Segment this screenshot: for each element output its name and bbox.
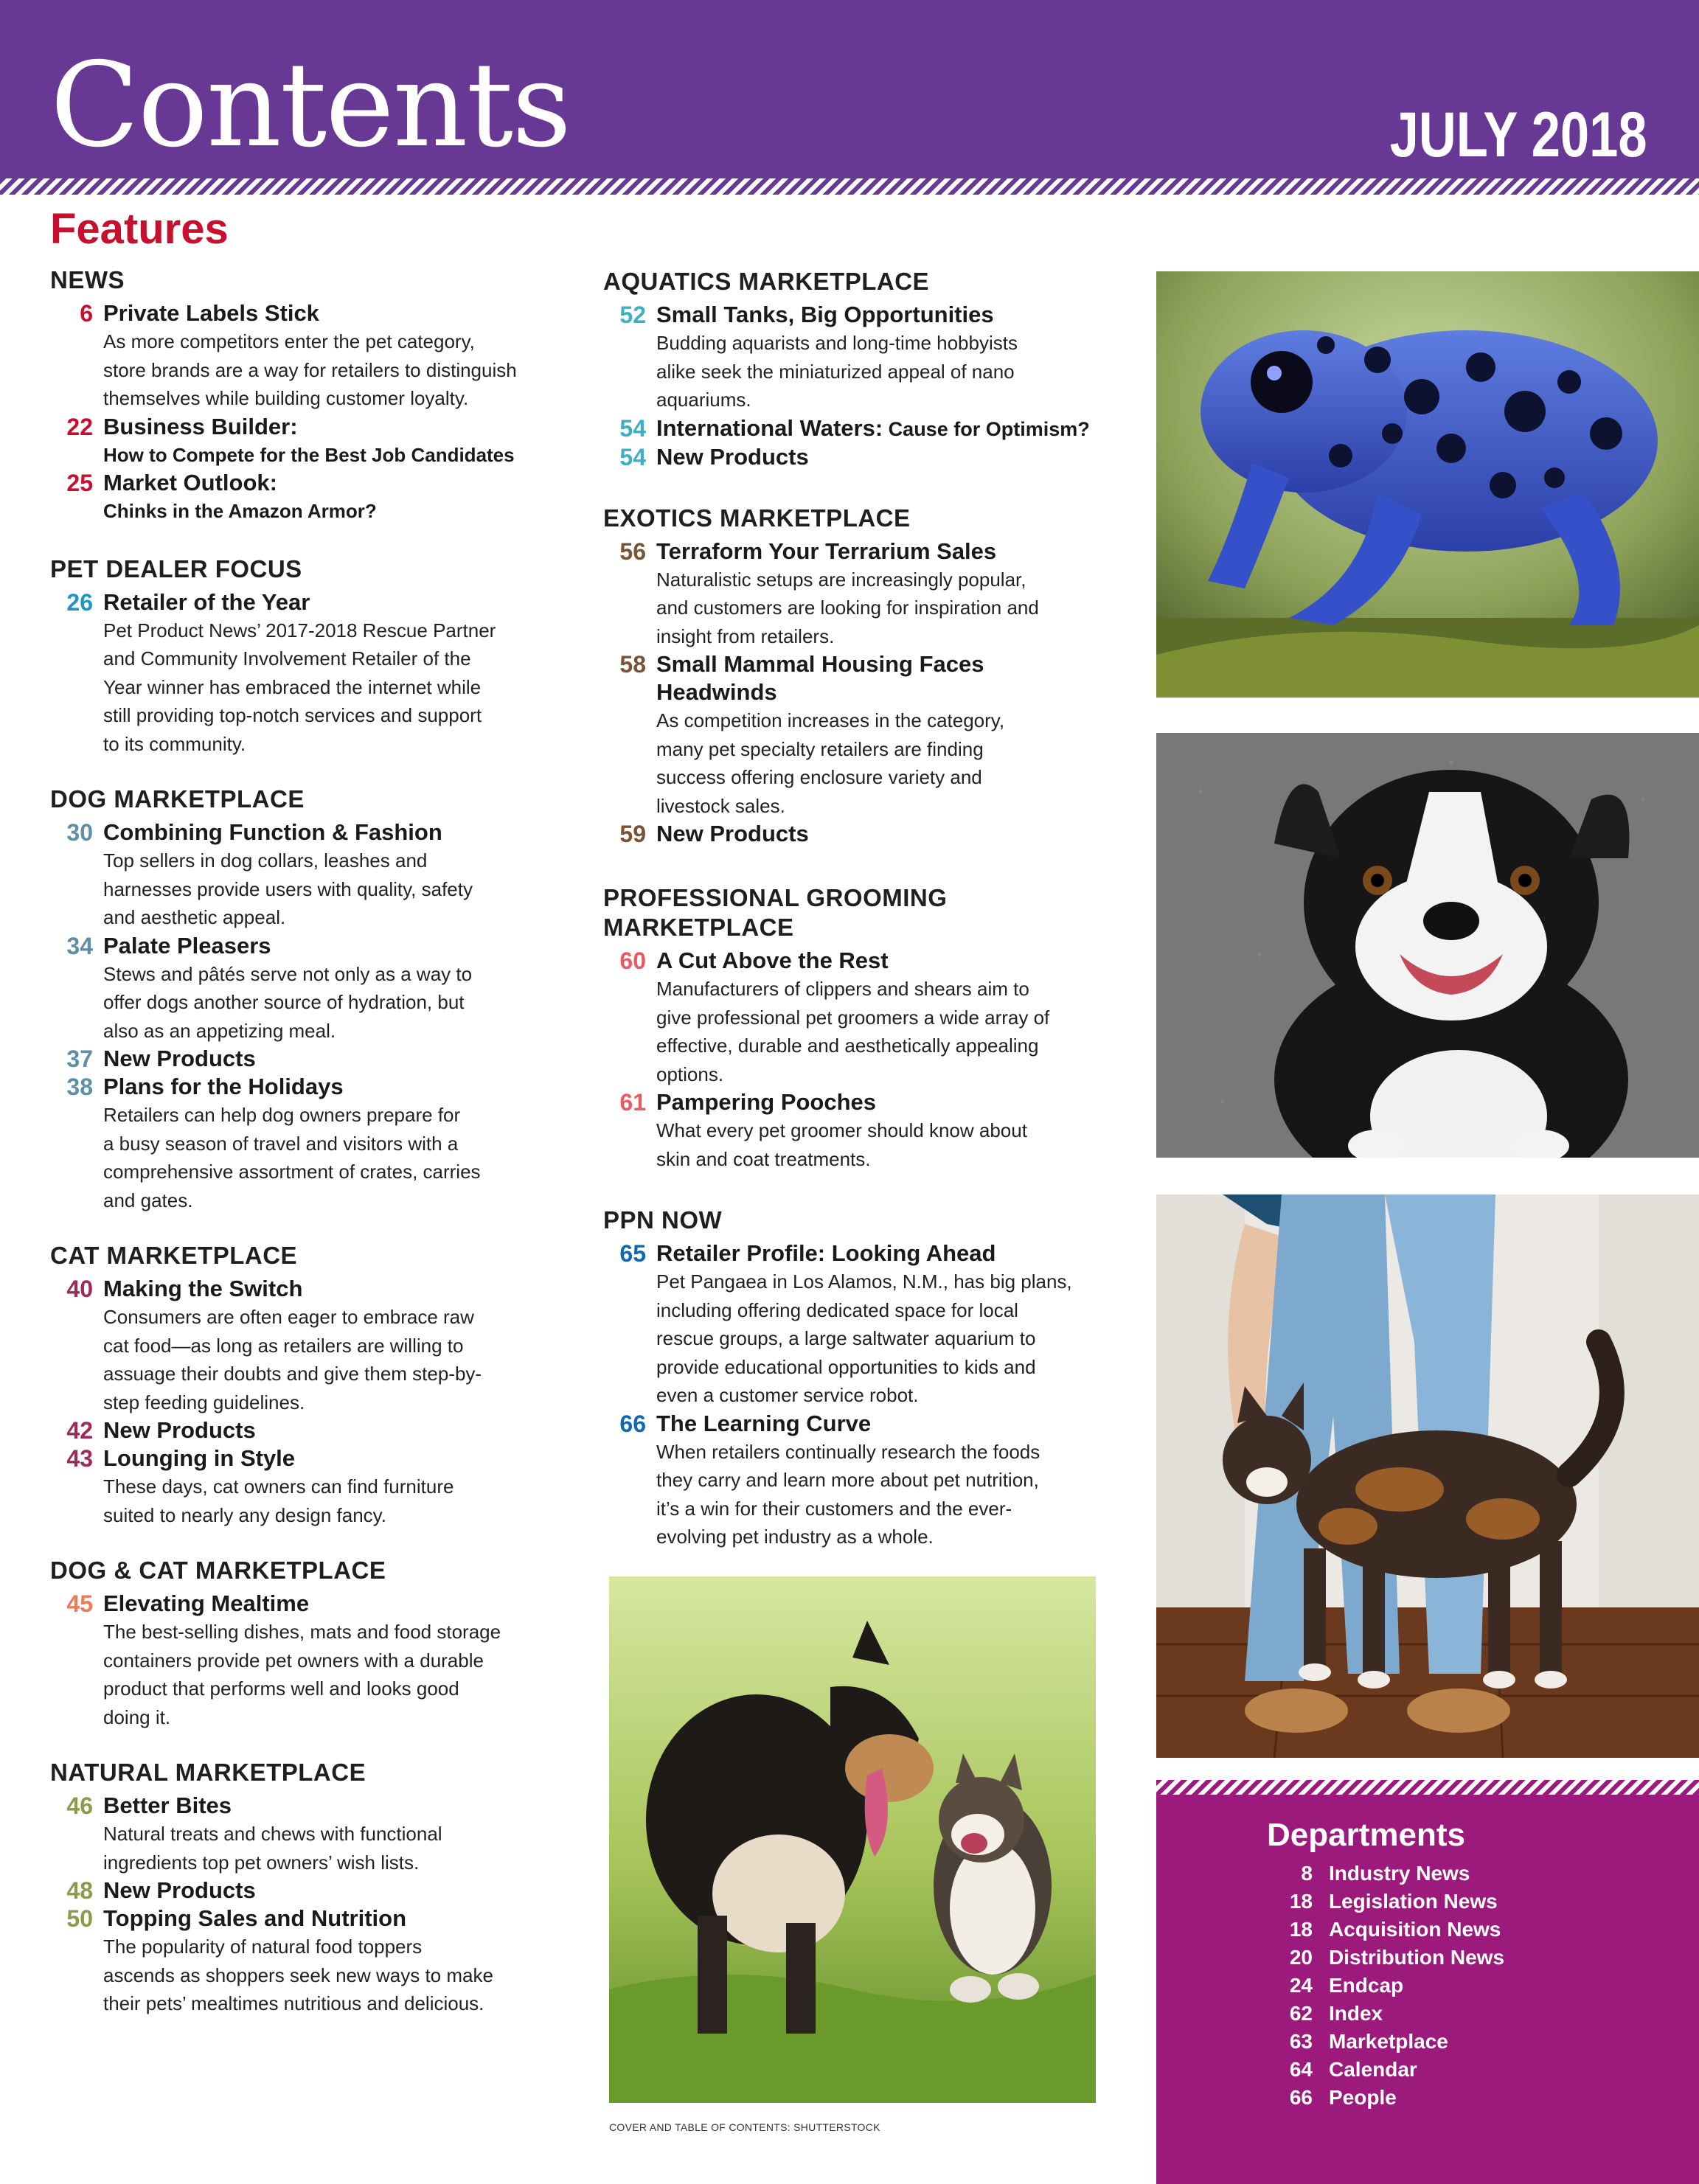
page-number: 54 (619, 443, 646, 470)
toc-entry-terraform-your-terrarium-sales[interactable] (603, 538, 1119, 651)
section-title: NATURAL MARKETPLACE (50, 1759, 366, 1786)
entry-heading (656, 1088, 1119, 1116)
entry-heading-text: International Waters: (656, 414, 883, 441)
entry-description-line: to its community. (103, 732, 246, 755)
toc-entry-combining-function-and-fashion[interactable] (50, 818, 552, 932)
section-exotics-marketplace (603, 504, 1119, 849)
entry-description-line: it’s a win for their customers and the ever- (656, 1497, 1012, 1520)
toc-entry-retailer-profile-looking-ahead[interactable] (603, 1239, 1119, 1410)
section-title: PPN NOW (603, 1206, 723, 1234)
entry-description-line: Manufacturers of clippers and shears aim to (656, 978, 1029, 1000)
header-banner (0, 0, 1699, 178)
entry-heading-text: Private Labels Stick (103, 300, 319, 326)
entry-heading-text: Retailer of the Year (103, 588, 310, 615)
section-title: AQUATICS MARKETPLACE (603, 268, 930, 295)
entry-heading (103, 1045, 552, 1073)
entry-description-line: Natural treats and chews with functional (103, 1823, 442, 1845)
section-title: DOG MARKETPLACE (50, 785, 305, 813)
entry-heading-text: Elevating Mealtime (103, 1590, 310, 1616)
entry-heading-text: Terraform Your Terrarium Sales (656, 538, 997, 564)
entry-description-line: provide educational opportunities to kids and (656, 1355, 1036, 1378)
entry-heading-text: Combining Function & Fashion (103, 819, 442, 845)
toc-entry-new-products[interactable] (50, 1416, 552, 1444)
toc-entry-private-labels-stick[interactable] (50, 299, 552, 413)
entry-heading-text: New Products (103, 1877, 256, 1903)
photo-credit: COVER AND TABLE OF CONTENTS: SHUTTERSTOCK (609, 2121, 880, 2133)
entry-description-line: success offering enclosure variety and (656, 766, 982, 788)
entry-heading (103, 299, 552, 327)
entry-description-line: Consumers are often eager to embrace raw (103, 1306, 474, 1328)
department-page-number: 24 (1289, 1974, 1313, 1997)
entry-heading (103, 1590, 552, 1618)
features-heading: Features (50, 205, 229, 253)
entry-description-line: effective, durable and aesthetically appealing (656, 1034, 1039, 1057)
departments-panel (1156, 1795, 1699, 2184)
entry-heading-text: New Products (103, 1046, 256, 1071)
toc-entry-small-mammal-housing-faces[interactable] (603, 650, 1119, 820)
entry-description-line: Pet Pangaea in Los Alamos, N.M., has big plans, (656, 1270, 1072, 1293)
features-middle-column (603, 267, 1119, 1551)
toc-entry-new-products[interactable] (50, 1877, 552, 1905)
entry-description-line: cat food—as long as retailers are willing to (103, 1334, 464, 1357)
section-professional-grooming (603, 883, 1119, 1173)
entry-description-line: As competition increases in the category, (656, 709, 1005, 731)
entry-description-line: offer dogs another source of hydration, but (103, 991, 465, 1013)
department-calendar[interactable] (1260, 2056, 1504, 2084)
department-label: Legislation News (1329, 1890, 1498, 1913)
entry-description-line: assuage their doubts and give them step-by- (103, 1363, 482, 1385)
entry-description-line: many pet specialty retailers are finding (656, 737, 984, 760)
entry-heading-line-2: Headwinds (656, 679, 777, 705)
section-title: NEWS (50, 266, 125, 293)
department-legislation-news[interactable] (1260, 1888, 1504, 1916)
entry-description-line: and gates. (103, 1189, 193, 1211)
department-label: Endcap (1329, 1974, 1404, 1997)
features-left-column (50, 265, 552, 2018)
entry-description-line: product that performs well and looks good (103, 1677, 459, 1700)
department-page-number: 8 (1301, 1862, 1313, 1885)
entry-description-line: their pets’ mealtimes nutritious and delicious. (103, 1992, 484, 2014)
toc-entry-making-the-switch[interactable] (50, 1275, 552, 1416)
section-title: EXOTICS MARKETPLACE (603, 504, 911, 532)
toc-entry-elevating-mealtime[interactable] (50, 1590, 552, 1731)
entry-heading (656, 1239, 1119, 1267)
entry-description-line: skin and coat treatments. (656, 1147, 871, 1170)
entry-description-line: containers provide pet owners with a durable (103, 1649, 484, 1672)
department-label: Industry News (1329, 1862, 1470, 1885)
page-number: 22 (66, 413, 93, 440)
entry-heading (103, 1444, 552, 1472)
entry-description-line: also as an appetizing meal. (103, 1019, 336, 1042)
entry-description-line: themselves while building customer loyalty. (103, 387, 469, 409)
page-number: 30 (66, 819, 93, 846)
section-aquatics-marketplace (603, 267, 1119, 471)
entry-heading-text: Business Builder: (103, 413, 298, 439)
entry-subheading: Chinks in the Amazon Armor? (103, 499, 377, 522)
toc-entry-lounging-in-style[interactable] (50, 1444, 552, 1529)
entry-heading-text: A Cut Above the Rest (656, 947, 889, 973)
department-people[interactable] (1260, 2084, 1504, 2112)
page-number: 40 (66, 1276, 93, 1302)
entry-description-line: Pet Product News’ 2017-2018 Rescue Partner (103, 619, 496, 641)
blue-frog-photo (1156, 271, 1699, 698)
entry-heading-text: Retailer Profile: Looking Ahead (656, 1240, 996, 1266)
page-number: 46 (66, 1792, 93, 1819)
toc-entry-new-products[interactable] (50, 1045, 552, 1073)
entry-heading (103, 1792, 552, 1820)
entry-description-line: livestock sales. (656, 794, 785, 817)
entry-heading (103, 818, 552, 846)
page-number: 6 (80, 300, 93, 327)
entry-description-line: Stews and pâtés serve not only as a way to (103, 962, 473, 985)
entry-description-line: even a customer service robot. (656, 1384, 919, 1406)
toc-entry-plans-for-the-holidays[interactable] (50, 1073, 552, 1214)
page-number: 58 (619, 651, 646, 678)
entry-heading (656, 301, 1119, 329)
entry-heading (103, 1905, 552, 1933)
toc-entry-retailer-of-the-year[interactable] (50, 588, 552, 759)
entry-description-line: harnesses provide users with quality, safety (103, 877, 473, 900)
entry-description-line: insight from retailers. (656, 625, 835, 647)
entry-heading-tail: Cause for Optimism? (883, 417, 1090, 440)
entry-description-line: suited to nearly any design fancy. (103, 1503, 386, 1526)
page-number: 52 (619, 302, 646, 328)
toc-entry-a-cut-above-the-rest[interactable] (603, 947, 1119, 1088)
entry-description-line: ingredients top pet owners’ wish lists. (103, 1851, 420, 1874)
section-ppn-now (603, 1206, 1119, 1551)
entry-description-line: including offering dedicated space for local (656, 1298, 1018, 1321)
entry-heading (656, 443, 1119, 471)
entry-heading-text: New Products (656, 821, 809, 846)
entry-heading-text: Market Outlook: (103, 469, 277, 495)
page-number: 37 (66, 1046, 93, 1072)
entry-description-line: evolving pet industry as a whole. (656, 1526, 934, 1548)
toc-entry-better-bites[interactable] (50, 1792, 552, 1877)
entry-heading (656, 650, 1119, 678)
entry-description-line: What every pet groomer should know about (656, 1119, 1027, 1141)
section-title: PROFESSIONAL GROOMING (603, 884, 948, 911)
page-title: Contents (50, 38, 571, 173)
page-number: 54 (619, 414, 646, 442)
departments-heading: Departments (1267, 1817, 1465, 1853)
department-label: Distribution News (1329, 1946, 1505, 1969)
entry-description-line: The popularity of natural food toppers (103, 1936, 423, 1958)
section-pet-dealer-focus (50, 554, 552, 759)
dog-and-puppy-photo (609, 1576, 1096, 2103)
department-page-number: 62 (1289, 2002, 1313, 2025)
entry-heading-text: Pampering Pooches (656, 1089, 877, 1115)
entry-description-line: step feeding guidelines. (103, 1391, 305, 1413)
section-dog-and-cat-marketplace (50, 1556, 552, 1731)
department-page-number: 18 (1289, 1918, 1313, 1941)
header-stripe-divider (0, 178, 1699, 195)
entry-description-line: Budding aquarists and long-time hobbyists (656, 332, 1018, 354)
entry-description-line: When retailers continually research the foods (656, 1440, 1040, 1463)
departments-stripe-divider (1156, 1780, 1699, 1795)
department-label: People (1329, 2086, 1397, 2109)
departments-list (1260, 1860, 1504, 2112)
page-number: 48 (66, 1877, 93, 1904)
entry-description-line: they carry and learn more about pet nutrition, (656, 1469, 1039, 1491)
entry-subheading: How to Compete for the Best Job Candidates (103, 443, 515, 466)
department-marketplace[interactable] (1260, 2028, 1504, 2056)
entry-heading (103, 1877, 552, 1905)
section-natural-marketplace (50, 1758, 552, 2018)
boston-terrier-photo (1156, 733, 1699, 1158)
entry-description-line: Year winner has embraced the internet while (103, 675, 482, 698)
entry-description-line: aquariums. (656, 389, 751, 411)
entry-description-line: comprehensive assortment of crates, carries (103, 1161, 481, 1183)
department-label: Index (1329, 2002, 1383, 2025)
entry-description-line: Naturalistic setups are increasingly popular, (656, 568, 1026, 591)
page-number: 34 (66, 932, 93, 959)
issue-date: JULY 2018 (1390, 100, 1647, 170)
department-page-number: 63 (1289, 2030, 1313, 2053)
entry-description-line: alike seek the miniaturized appeal of nano (656, 360, 1015, 383)
entry-heading-text: New Products (656, 443, 809, 470)
entry-heading-text: Plans for the Holidays (103, 1074, 344, 1099)
department-label: Acquisition News (1329, 1918, 1501, 1941)
toc-entry-new-products[interactable] (603, 820, 1119, 848)
entry-description-line: and Community Involvement Retailer of the (103, 647, 471, 670)
entry-heading-text: Better Bites (103, 1792, 232, 1818)
toc-entry-new-products[interactable] (603, 443, 1119, 471)
department-label: Calendar (1329, 2058, 1417, 2081)
department-endcap[interactable] (1260, 1972, 1504, 2000)
page-number: 26 (66, 588, 93, 616)
entry-heading-text: Palate Pleasers (103, 932, 271, 959)
page-number: 45 (66, 1590, 93, 1617)
entry-heading-text: Small Tanks, Big Opportunities (656, 302, 994, 327)
toc-entry-topping-sales-and-nutrition[interactable] (50, 1905, 552, 2018)
entry-description-line: rescue groups, a large saltwater aquarium to (656, 1327, 1036, 1349)
section-dog-marketplace (50, 785, 552, 1214)
page-number: 50 (66, 1905, 93, 1932)
toc-entry-small-tanks-big-opportunities[interactable] (603, 301, 1119, 414)
entry-description-line: As more competitors enter the pet category, (103, 330, 475, 352)
department-acquisition-news[interactable] (1260, 1916, 1504, 1944)
entry-heading-text: Making the Switch (103, 1276, 303, 1301)
page-number: 60 (619, 947, 646, 974)
entry-heading-text: The Learning Curve (656, 1410, 872, 1436)
department-page-number: 64 (1289, 2058, 1313, 2081)
department-index[interactable] (1260, 2000, 1504, 2028)
entry-description-line: store brands are a way for retailers to distinguish (103, 358, 517, 381)
entry-heading (656, 947, 1119, 975)
page-number: 43 (66, 1445, 93, 1472)
department-label: Marketplace (1329, 2030, 1448, 2053)
entry-description-line: a busy season of travel and visitors with a (103, 1132, 459, 1155)
page-number: 25 (66, 469, 93, 496)
page-number: 66 (619, 1410, 646, 1437)
entry-heading (103, 413, 552, 441)
page-number: 59 (619, 821, 646, 847)
page-number: 65 (619, 1240, 646, 1267)
entry-description-line: Top sellers in dog collars, leashes and (103, 849, 428, 872)
department-page-number: 66 (1289, 2086, 1313, 2109)
toc-entry-international-waters[interactable] (603, 414, 1119, 443)
toc-entry-the-learning-curve[interactable] (603, 1410, 1119, 1551)
page-number: 56 (619, 538, 646, 565)
entry-heading (656, 538, 1119, 566)
section-title: CAT MARKETPLACE (50, 1242, 298, 1269)
entry-heading (656, 414, 1119, 443)
cat-and-owner-photo (1156, 1194, 1699, 1758)
page-number: 38 (66, 1074, 93, 1100)
section-cat-marketplace (50, 1241, 552, 1529)
entry-heading (103, 932, 552, 960)
department-industry-news[interactable] (1260, 1860, 1504, 1888)
section-title: DOG & CAT MARKETPLACE (50, 1557, 386, 1584)
entry-description-line: and customers are looking for inspiration and (656, 597, 1039, 619)
entry-description-line: The best-selling dishes, mats and food storage (103, 1621, 501, 1643)
toc-entry-market-outlook[interactable] (50, 469, 552, 525)
entry-heading-text: New Products (103, 1417, 256, 1443)
entry-description-line: and aesthetic appeal. (103, 906, 286, 928)
entry-heading (103, 1275, 552, 1303)
entry-heading (656, 820, 1119, 848)
department-page-number: 18 (1289, 1890, 1313, 1913)
entry-description-line: Retailers can help dog owners prepare for (103, 1104, 461, 1126)
department-distribution-news[interactable] (1260, 1944, 1504, 1972)
entry-heading (103, 469, 552, 497)
toc-entry-palate-pleasers[interactable] (50, 932, 552, 1046)
entry-heading (656, 1410, 1119, 1438)
entry-heading-text: Small Mammal Housing Faces (656, 651, 984, 677)
entry-heading (103, 1416, 552, 1444)
entry-description-line: give professional pet groomers a wide array of (656, 1006, 1050, 1029)
entry-description-line: These days, cat owners can find furniture (103, 1475, 454, 1498)
page-number: 42 (66, 1417, 93, 1444)
entry-heading-text: Lounging in Style (103, 1445, 296, 1471)
department-page-number: 20 (1289, 1946, 1313, 1969)
page-number: 61 (619, 1089, 646, 1116)
section-news (50, 265, 552, 525)
entry-heading (103, 1073, 552, 1101)
toc-entry-pampering-pooches[interactable] (603, 1088, 1119, 1173)
entry-description-line: ascends as shoppers seek new ways to make (103, 1964, 493, 1986)
entry-heading-text: Topping Sales and Nutrition (103, 1905, 407, 1931)
section-title: PET DEALER FOCUS (50, 554, 302, 582)
entry-description-line: still providing top-notch services and support (103, 704, 482, 726)
section-title-line-2: MARKETPLACE (603, 914, 794, 941)
entry-description-line: options. (656, 1063, 724, 1085)
toc-entry-business-builder[interactable] (50, 413, 552, 469)
entry-heading (103, 588, 552, 616)
entry-description-line: doing it. (103, 1705, 171, 1728)
